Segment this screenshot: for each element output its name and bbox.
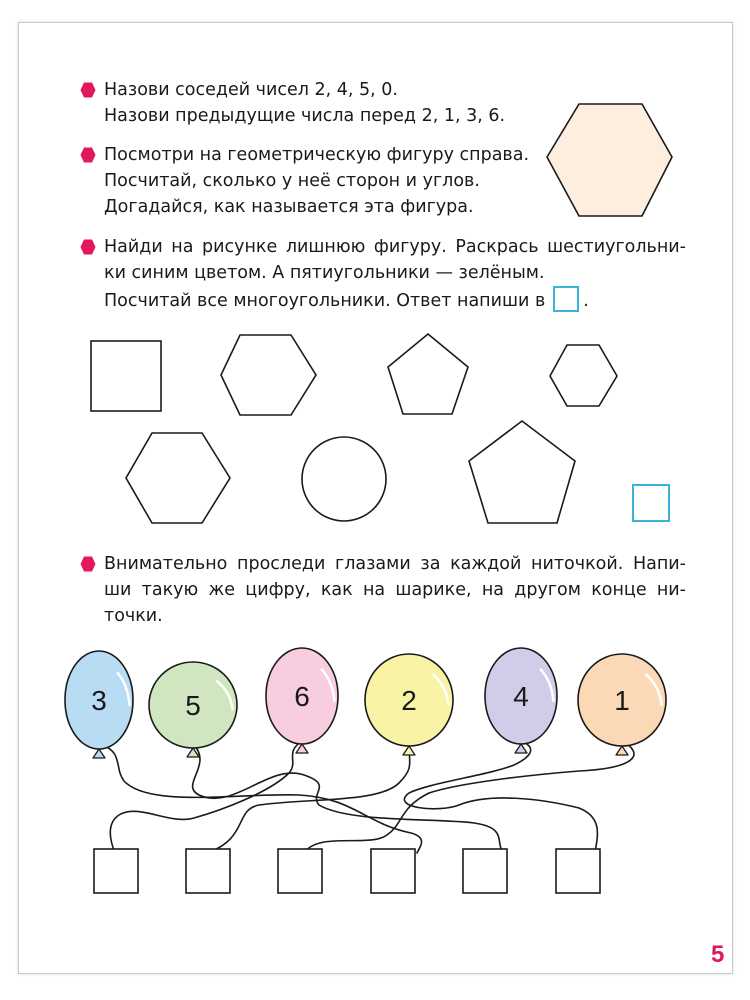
string-answer-box-2[interactable] (186, 849, 230, 893)
answer-box-shapes[interactable] (633, 485, 669, 521)
circle-shape (302, 437, 386, 521)
balloon-knot (616, 746, 628, 755)
pentagon-shape-2 (469, 421, 575, 523)
hexagon-shape-1 (221, 335, 316, 415)
balloon-knot (515, 744, 527, 753)
task-figure-line-2: Посчитай, сколько у неё сторон и углов. (104, 171, 480, 191)
balloon-number: 5 (185, 690, 201, 721)
string-answer-box-5[interactable] (463, 849, 507, 893)
string-answer-box-4[interactable] (371, 849, 415, 893)
balloon-number: 6 (294, 681, 310, 712)
balloon-number: 1 (614, 685, 630, 716)
task-figure-line-1: Посмотри на геометрическую фигуру справа. (104, 145, 530, 165)
balloon-1 (578, 654, 666, 755)
task-balloons-line-1: Внимательно проследи глазами за каждой ниточкой. Напи- (104, 554, 686, 574)
balloon-4 (485, 648, 557, 753)
page-number: 5 (711, 941, 725, 968)
workbook-page (18, 22, 733, 974)
string-answer-box-6[interactable] (556, 849, 600, 893)
balloon-row (65, 648, 666, 758)
task-extra-shape-line-3-end: . (583, 291, 589, 311)
string-answer-box-3[interactable] (278, 849, 322, 893)
balloon-2 (365, 654, 453, 755)
task-balloons-line-2: ши такую же цифру, как на шарике, на другом конце ни- (104, 580, 686, 600)
reference-hexagon (547, 104, 672, 216)
balloon-number: 4 (513, 681, 529, 712)
task-neighbors-line-2: Назови предыдущие числа перед 2, 1, 3, 6. (104, 106, 506, 126)
hexagon-shape-2 (550, 345, 617, 406)
string-balloon-4 (404, 741, 597, 853)
balloon-number: 3 (91, 685, 107, 716)
balloon-number: 2 (401, 685, 417, 716)
string-answer-boxes (94, 849, 600, 893)
balloon-5 (149, 662, 237, 757)
balloon-3 (65, 651, 133, 758)
task-balloons-line-3: точки. (104, 606, 163, 626)
task-extra-shape-line-2: ки синим цветом. А пятиугольники — зелёным. (104, 263, 545, 283)
task-figure-line-3: Догадайся, как называется эта фигура. (104, 197, 474, 217)
balloon-knot (93, 749, 105, 758)
hexagon-shape-3 (126, 433, 230, 523)
pentagon-shape-1 (388, 334, 468, 414)
task-neighbors-line-1: Назови соседей чисел 2, 4, 5, 0. (104, 80, 398, 100)
balloon-6 (266, 648, 338, 753)
string-balloon-3 (99, 744, 422, 853)
task-extra-shape-line-1: Найди на рисунке лишнюю фигуру. Раскрась шестиугольни- (104, 237, 686, 257)
balloon-knot (403, 746, 415, 755)
worksheet-artwork (19, 23, 732, 973)
square-shape (91, 341, 161, 411)
balloon-strings (99, 741, 634, 853)
string-balloon-2 (207, 745, 410, 853)
task-extra-shape-line-3-text: Посчитай все многоугольники. Ответ напиши в (104, 291, 546, 311)
string-answer-box-1[interactable] (94, 849, 138, 893)
